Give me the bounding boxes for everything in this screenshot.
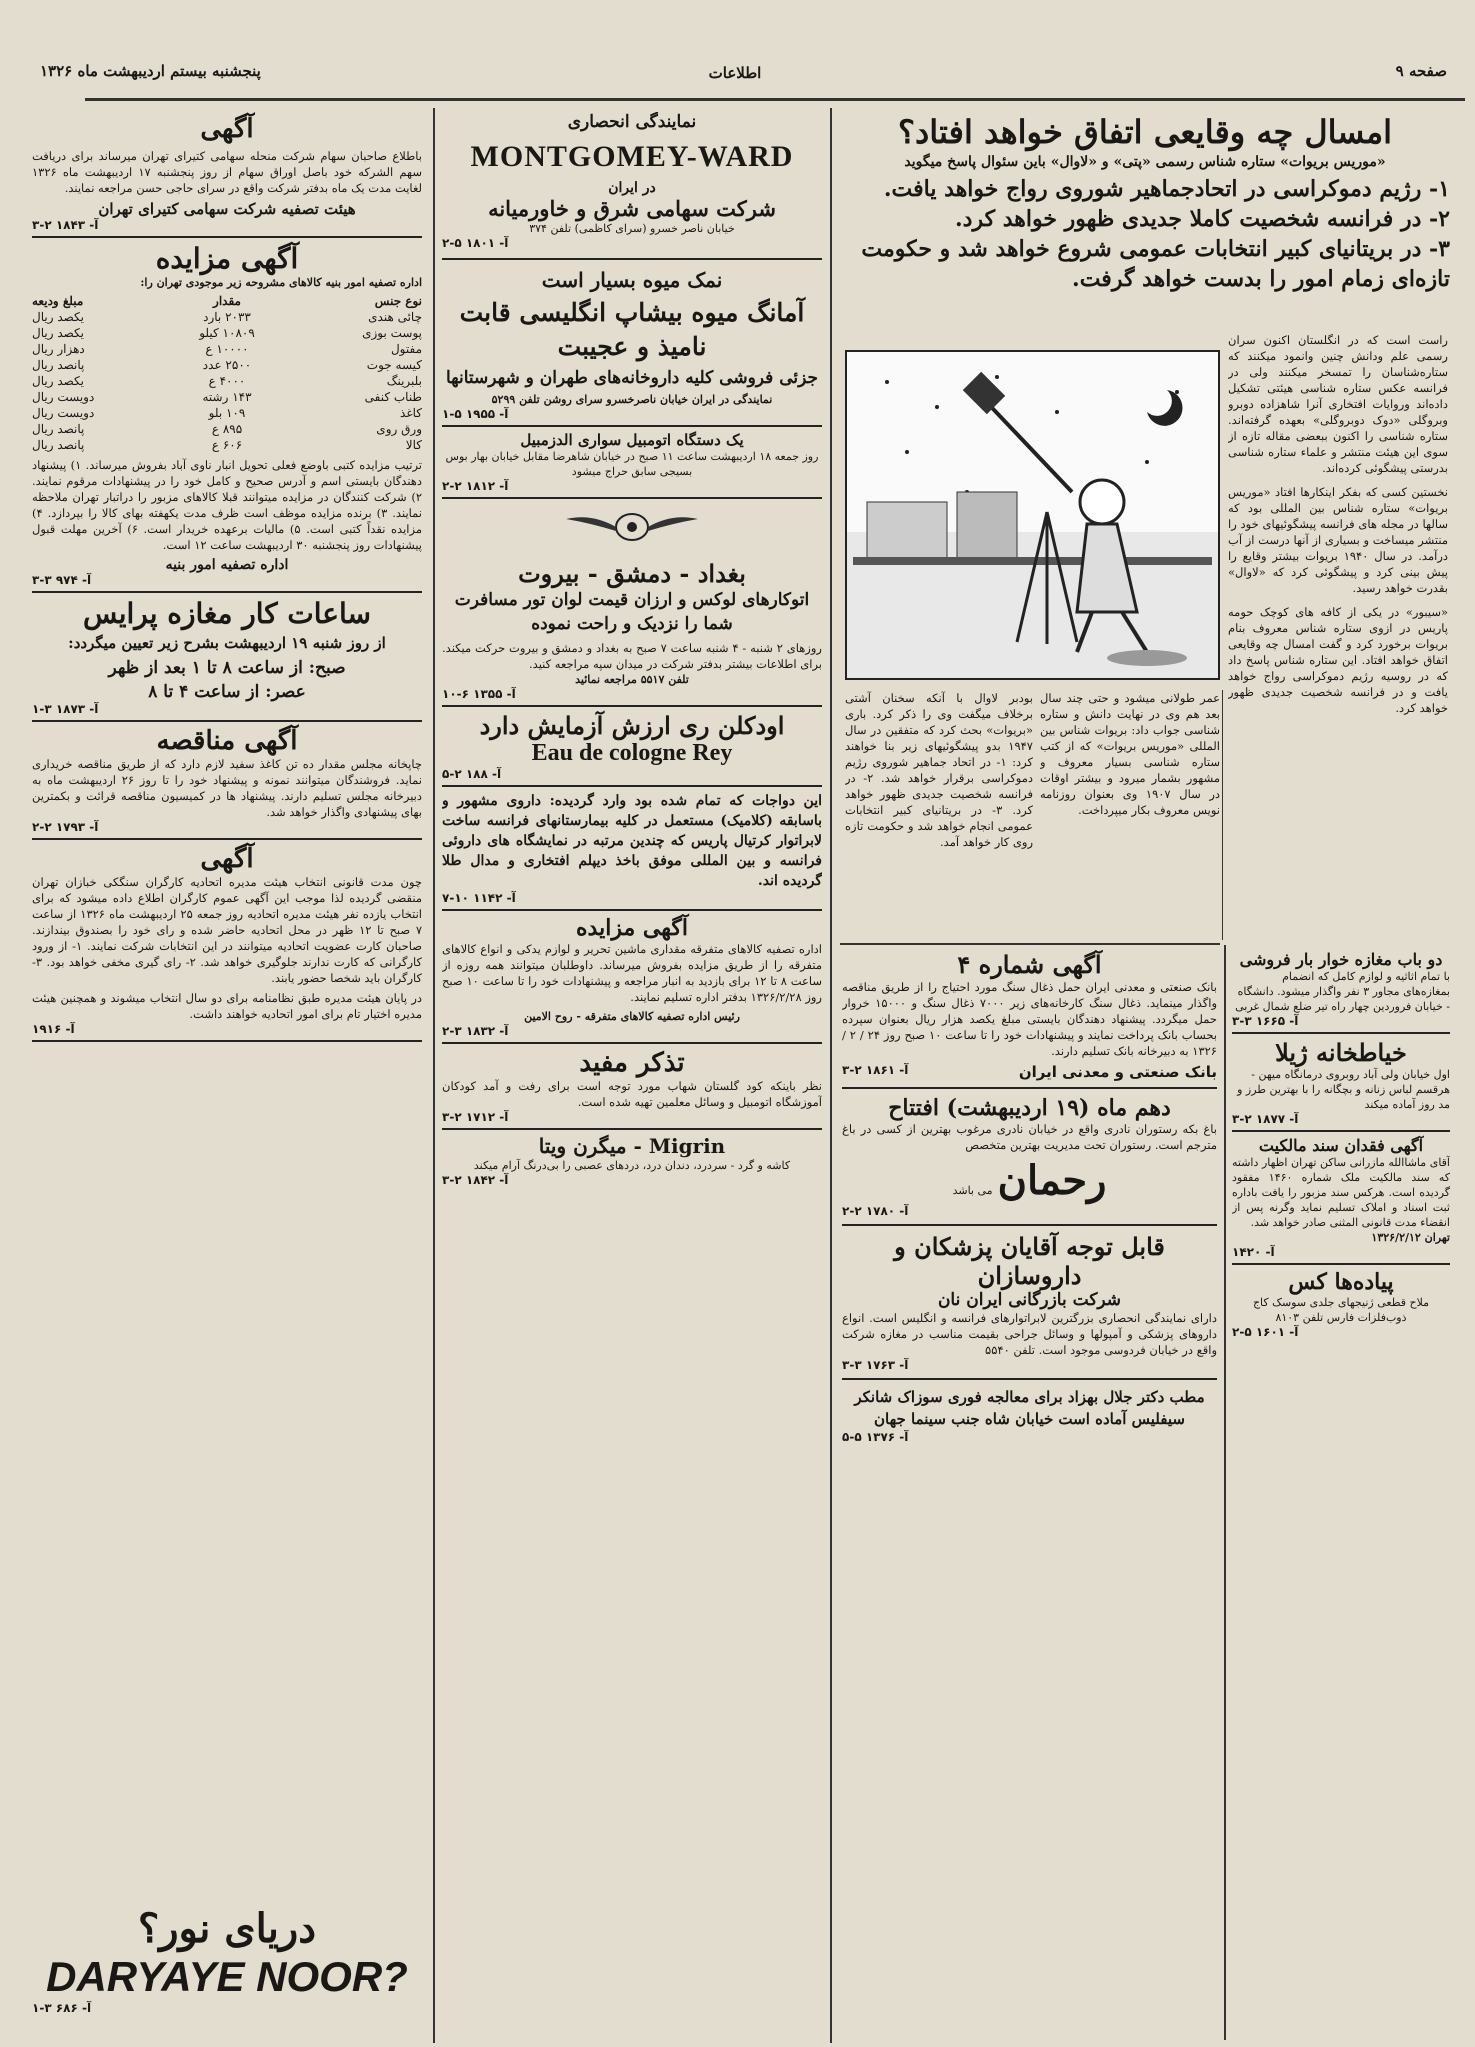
restaurant-title: دهم ماه (۱۹ اردیبهشت) افتتاح	[888, 1095, 1171, 1121]
auction-row-item: کاغذ	[400, 406, 422, 420]
auction-col-qty: مقدار	[213, 294, 241, 308]
cologne-code: آ- ۱۸۸ ۲-۵	[442, 767, 502, 781]
auction-row-deposit: یکصد ریال	[32, 374, 84, 388]
coal-tender-sign: بانک صنعتی و معدنی ایران	[1018, 1063, 1217, 1081]
grocery-shop-code: آ- ۱۶۶۵ ۳-۳	[1232, 1014, 1299, 1028]
auction-row-item: بلبرینگ	[386, 374, 422, 388]
pest-ad-title: پیاده‌ها کس	[1288, 1269, 1394, 1295]
pharmacy-ad: این دواجات که تمام شده بود وارد گردیده: داروی مشهور و باسابقه (کلامیک) مستعمل در کلیه بیمارستانهای فرانسه ساخت لابراتوار کرتیال پاریس که چندین مرتبه در نمایشگاه های داروئی فرانسه و بین المللی موفق باخذ دیپلم افتخاری و مدال طلا گردیده اند.	[442, 793, 822, 889]
auction-row-item: پوست بوزی	[362, 326, 422, 340]
auction-row-qty: ۱۰۹ بلو	[208, 406, 246, 420]
pest-ad-body: ملاح قطعی ژنیجهای جلدی سوسک کاج ذوب‌فلزات فارس تلفن ۸۱۰۳	[1252, 1296, 1430, 1324]
auction-row-qty: ۱۰۰۰۰ ع	[205, 342, 249, 356]
restaurant-chef-name: رحمان	[997, 1157, 1107, 1204]
auction-row	[32, 357, 422, 373]
auction-row-deposit: دویست ریال	[32, 390, 95, 404]
auction-row	[32, 325, 422, 341]
migrin-title: Migrin - میگرن ویتا	[538, 1134, 726, 1158]
auction-table-header	[32, 293, 422, 309]
auction-row-qty: ۱۰۸۰۹ کیلو	[199, 326, 255, 340]
auction-row	[32, 389, 422, 405]
auction-row	[32, 421, 422, 437]
fruit-salt-sub: جزئی فروشی کلیه داروخانه‌های طهران و شهرستانها	[445, 368, 819, 388]
hours-morning: صبح: از ساعت ۸ تا ۱ بعد از ظهر	[108, 658, 346, 678]
page-number: صفحه ۹	[1395, 62, 1447, 80]
fruit-salt-head: نمک میوه بسیار است	[541, 268, 723, 292]
auction-row-deposit: یکصد ریال	[32, 326, 84, 340]
union-notice-code: آ- ۱۹۱۶	[32, 1022, 75, 1036]
union-notice-tail: در پایان هیئت مدیره طبق نظامنامه برای دو سال انتخاب میشوند و همچنین هیئت مدیره اختیار تام برای امور اتحادیه خواهند داشت.	[32, 991, 422, 1021]
hours-code: آ- ۱۸۷۳ ۳-۱	[32, 702, 99, 716]
tender-code: آ- ۱۷۹۳ ۲-۲	[32, 820, 99, 834]
auction-col-item: نوع جنس	[374, 294, 422, 308]
tailor-code: آ- ۱۸۷۷ ۲-۳	[1232, 1112, 1299, 1126]
auction-table	[32, 309, 422, 453]
auction-row-deposit: دویست ریال	[32, 406, 95, 420]
grocery-shop-title: دو باب مغازه خوار بار فروشی	[1239, 950, 1443, 969]
union-notice-title: آگهی	[200, 844, 254, 874]
telescope-cartoon-icon	[847, 352, 1218, 678]
machine-auction-sign: رئیس اداره تصفیه کالاهای متفرقه - روح الامین	[524, 1010, 740, 1023]
article-col-3: بودبر لاوال با آنکه سخنان آشتی برخلاف میگفت وی را ذکر کرد. باری «بریوات» بحث کرد که متفقین در سال ۱۹۴۷ بدو پیشگوئیهای زیر بنا خواهند کرد: ۱- در اتحاد جماهیر شوروی رژیم دموکراسی برقرار خواهد شد. ۲- در فرانسه شخصیت جدیدی ظهور خواهد کرد. ۳- در بریتانیای کبیر انتخابات عمومی انجام خواهد شد و حکومت تازه روی کار خواهد آمد.	[845, 691, 1033, 849]
bus-sub: اتوکارهای لوکس و ارزان قیمت لوان تور مسافرت شما را نزدیک و راحت نموده	[454, 590, 810, 634]
share-notice-title: آگهی	[200, 114, 254, 144]
auction-row-deposit: پانصد ریال	[32, 422, 85, 436]
daryaye-noor-code: آ- ۶۸۶ ۳-۱	[32, 2001, 92, 2015]
coal-tender-footer	[842, 1063, 1217, 1081]
tender-body: چاپخانه مجلس مقدار ده تن کاغذ سفید لازم دارد که از طریق مناقصه خریداری نماید. فروشندگان میتوانند نمونه و پیشنهاد خود را تا روز ۲۶ اردیبهشت ماه به دبیرخانه مجلس تسلیم دارند. پیشنهاد ها در کمیسیون مناقصه قرائت و بکمترین بهای پیشنهادی واگذار خواهد شد.	[32, 757, 422, 819]
astrology-point-2: ۲- در فرانسه شخصیت کاملا جدیدی ظهور خواهد کرد.	[955, 206, 1450, 232]
lost-deed-date: تهران ۱۳۲۶/۲/۱۲	[1371, 1231, 1450, 1244]
astrology-headline: امسال چه وقایعی اتفاق خواهد افتاد؟	[898, 113, 1392, 151]
share-notice-sign: هیئت تصفیه شرکت سهامی کتیرای تهران	[98, 200, 356, 218]
useful-note-code: آ- ۱۷۱۲ ۲-۳	[442, 1110, 509, 1124]
fruit-salt-address: نمایندگی در ایران خیابان ناصرخسرو سرای روشن تلفن ۵۲۹۹	[491, 393, 773, 406]
bus-title: بغداد - دمشق - بیروت	[518, 559, 746, 588]
migrin-code: آ- ۱۸۴۲ ۲-۳	[442, 1173, 509, 1187]
auction-row-item: چائی هندی	[368, 310, 422, 324]
column-divider-center	[830, 108, 832, 2043]
auction-row	[32, 341, 422, 357]
auction-row-qty: ۱۴۳ رشته	[202, 390, 252, 404]
doctors-ad-code: آ- ۱۷۶۳ ۳-۳	[842, 1358, 909, 1372]
auction-row-deposit: پانصد ریال	[32, 438, 85, 452]
coal-tender-code: آ- ۱۸۶۱ ۲-۳	[842, 1063, 909, 1077]
auction-row	[32, 309, 422, 325]
mw-brand: MONTGOMEY-WARD	[470, 140, 794, 173]
article-side-text: راست است که در انگلستان اکنون سران رسمی علم ودانش چنین وانمود میکنند که ستاره‌شناسان را تمسخر میکنند ولی در فرانسه عکس ستاره شناسی هیئتی تشکیل داده‌اند وروایات افتخاری آنرا شاهزاده دوبرو وبروگلی «دوک دوبروگلی» بعهده گرفته‌اند. ستاره شناسی را اکنون ببعضی مقاله تازه از سوی این هیئت منتشر و علماء ستاره شناسی بدرستی پیشگوئی کرده‌اند.	[1228, 333, 1448, 475]
astrology-point-3: ۳- در بریتانیای کبیر انتخابات عمومی شروع خواهد شد و حکومت تازه‌ای زمام امور را بدست خواهد گرفت.	[861, 236, 1450, 292]
newspaper-name: اطلاعات	[708, 64, 762, 82]
daryaye-noor-en: DARYAYE NOOR?	[46, 1953, 408, 2000]
header-rule	[85, 98, 1465, 101]
daryaye-noor-ad	[32, 1905, 422, 2040]
article-side-col	[1228, 332, 1448, 942]
small-right-column	[1232, 950, 1450, 2040]
lost-deed-code: آ- ۱۴۲۰	[1232, 1245, 1275, 1259]
share-notice-body: باطلاع صاحبان سهام شرکت منحله سهامی کتیرای تهران میرساند برای دریافت سهم الشرکه خود باصل اوراق سهام از روز پنجشنبه ۱۷ اردیبهشت ماه ۱۳۲۶ لغایت مدت یک ماه بدفتر شرکت واقع در سرای حاجی حسن مراجعه نمایند.	[32, 149, 422, 195]
auction-row-item: طناب کنفی	[364, 390, 422, 404]
coal-tender-title: آگهی شماره ۴	[957, 950, 1102, 979]
bus-code: آ- ۱۳۵۵ ۶-۱۰	[442, 687, 516, 701]
pest-ad-code: آ- ۱۶۰۱ ۵-۲	[1232, 1325, 1299, 1339]
auction-row-qty: ۸۹۵ ع	[211, 422, 243, 436]
daryaye-noor-fa: دریای نور؟	[137, 1905, 317, 1952]
restaurant-name-row	[842, 1157, 1217, 1204]
migrin-body: کاشه و گرد - سردرد، دندان درد، دردهای عصبی را بی‌درنگ آرام میکند	[473, 1159, 791, 1172]
restaurant-code: آ- ۱۷۸۰ ۲-۲	[842, 1204, 909, 1218]
union-notice-body: چون مدت قانونی انتخاب هیئت مدیره اتحادیه کارگران سنگکی خبازان تهران منقضی گردیده لذا موجب این آگهی عموم کارگران اطلاع داده میشود که برای انتخاب یازده نفر هیئت مدیره اتحادیه روز جمعه ۲۵ اردیبهشت ماه ۱۳۲۶ از ساعت ۷ صبح تا ۱۲ ظهر در محل اتحادیه حاضر شده و رای خود را بصندوق بیندازند. صاحبان کارت عضویت اتحادیه میتوانند در این انتخابات شرکت نمایند. ۱- از ورود کارگرانی که کارت ندارند جلوگیری خواهد شد. ۲- رای گیری مخفی خواهد بود. ۳- کارگران باید شخصا حضور یابند.	[32, 875, 422, 985]
restaurant-tail: می باشد	[952, 1184, 993, 1197]
auction-row-item: ورق روی	[376, 422, 422, 436]
hours-evening: عصر: از ساعت ۴ تا ۸	[148, 682, 306, 702]
auction-row	[32, 373, 422, 389]
auction-row-item: کیسه جوت	[366, 358, 422, 372]
right-ads-column	[842, 950, 1217, 2040]
auction-row-qty: ۶۰۶ ع	[211, 438, 243, 452]
right-inner-divider	[1224, 945, 1226, 2040]
mw-address: خیابان ناصر خسرو (سرای کاظمی) تلفن ۳۷۴	[529, 222, 735, 235]
restaurant-body: باغ بکه رستوران نادری واقع در خیابان نادری مرغوب بهترین از کسی در باغ مترجم است. رستوران تحت مدیریت بهترین متخصص	[842, 1122, 1217, 1152]
lost-deed-body: آقای ماشاالله مازرانی ساکن تهران اظهار داشته که سند مالکیت ملک شماره ۱۴۶۰ مفقود گردیده است. هرکس سند مزبور را یافت باداره ثبت اسناد و املاک تسلیم نماید وگرنه پس از انقضاء مدت قانونی المثنی صادر خواهد شد.	[1232, 1156, 1450, 1229]
article-mid-text: نخستین کسی که بفکر اینکارها افتاد «موریس بریوات» ستاره شناس بین المللی بود که سالها در مجله های فرانسه پیشگوئیهای خود را منتشر میساخت و بسیاری از آنها درست از آب درآمد. در سال ۱۹۴۰ بریوات بیشتر وقایع را پیش بینی کرد و پیشگوئی کرد که «لاوال» بقدرت خواهد رسید.	[1228, 485, 1448, 595]
astrology-headline-block	[840, 112, 1450, 342]
share-notice-code: آ- ۱۸۴۳ ۲-۳	[32, 218, 99, 232]
car-sale-title: یک دستگاه اتومبیل سواری الدزمبیل	[520, 431, 744, 449]
doctors-ad-body: دارای نمایندگی انحصاری بزرگترین لابراتوارهای فرانسه و انگلیس است. انواع داروهای پزشکی و آمپولها و وسائل جراحی بقیمت مناسب در مغازه شرکت واقع در خیابان فردوسی موجود است. تلفن ۵۵۴۰	[842, 1311, 1217, 1357]
wing-emblem	[442, 505, 822, 553]
article-col-2: عمر طولانی میشود و حتی چند سال بعد هم وی در نهایت دانش و ستاره شناسی جواب داد: بریوات شناس بین المللی «موریس بریوات» که از کتب ستاره شناسی بسیار معروف و مشهور بشمار میرود و بیشتر اوقات در سال ۱۹۰۷ وی بعنوان روزنامه نویس معروف بکار میپرداخت.	[1040, 691, 1220, 817]
column-divider-left	[433, 108, 435, 2043]
clinic-ad: مطب دکتر جلال بهزاد برای معالجه فوری سوزاک شانکر سیفلیس آماده است خیابان شاه جنب سینما جهان	[854, 1388, 1205, 1428]
pharmacy-code: آ- ۱۱۴۲ ۱۰-۷	[442, 891, 516, 905]
machine-auction-code: آ- ۱۸۳۲ ۳-۲	[442, 1024, 509, 1038]
hours-title: ساعات کار مغازه پرایس	[83, 597, 371, 630]
auction-row-qty: ۴۰۰۰ ع	[208, 374, 246, 388]
auction-row-item: کالا	[405, 438, 422, 452]
fruit-salt-title: آمانگ میوه بیشاپ انگلیسی قابت نامیذ و عجیبت	[459, 298, 805, 361]
article-inner-divider	[1222, 690, 1223, 940]
car-sale-body: روز جمعه ۱۸ اردیبهشت ساعت ۱۱ صبح در خیابان شاهرضا مقابل خیابان بهار بوس بسیجی سابق حراج میشود	[445, 450, 819, 478]
article-bottom-text: «سیبور» در یکی از کافه های کوچک حومه پاریس در ازوی ستاره شناس معروف بنام بریوات برخورد کرد و گفت امسال چه وقایعی اتفاق خواهد افتاد. این ستاره شناس پاسخ داد که در روسیه رژیم دموکراسی رواج خواهد یافت و در فرانسه شخصیت جدیدی ظهور خواهد کرد.	[1228, 605, 1448, 715]
auction-intro: اداره تصفیه امور بنیه کالاهای مشروحه زیر موجودی تهران را:	[140, 276, 422, 289]
auction-row-deposit: یکصد ریال	[32, 310, 84, 324]
hours-intro: از روز شنبه ۱۹ اردیبهشت بشرح زیر تعیین میگردد:	[68, 634, 386, 652]
astrology-point-1: ۱- رژیم دموکراسی در اتحادجماهیر شوروی رواج خواهد یافت.	[883, 176, 1450, 202]
auction-row-item: مفتول	[390, 342, 422, 356]
tailor-body: اول خیابان ولی آباد روبروی درمانگاه میهن - هرقسم لباس زنانه و بچگانه را با بهترین طرز و مد روز آماده میکند	[1237, 1068, 1450, 1111]
bus-body: روزهای ۲ شنبه - ۴ شنبه ساعت ۷ صبح به بغداد و دمشق و بیروت حرکت میکند. برای اطلاعات بیشتر بدفتر شرکت در میدان سپه مراجعه کنید.	[442, 641, 822, 671]
mw-code: آ- ۱۸۰۱ ۵-۲	[442, 236, 509, 250]
auction-code: آ- ۹۷۴ ۳-۳	[32, 573, 92, 587]
doctors-ad-title: قابل توجه آقایان پزشکان و داروسازان	[894, 1232, 1165, 1290]
useful-note-title: تذکر مفید	[579, 1048, 685, 1078]
useful-note-body: نظر باینکه کود گلستان شهاب مورد توجه است برای رفت و آمد کودکان آموزشگاه اتومبیل و وسائل معلمین تهیه شده است.	[442, 1079, 822, 1109]
left-column	[32, 112, 422, 2037]
machine-auction-body: اداره تصفیه کالاهای متفرقه مقداری ماشین تحریر و لوازم یدکی و انواع کالاهای متفرقه را از طریق مزایده بفروش میرساند. داوطلبان میتوانند همه روزه از ساعت ۸ تا ۱۲ برای بازدید به انبار مراجعه و پیشنهادات خود را تا ساعت ۱۰ صبح روز ۱۳۲۶/۲/۲۸ بدفتر اداره تسلیم نمایند.	[442, 942, 822, 1004]
astrology-lead: «موریس بریوات» ستاره شناس رسمی «پتی» و «لاوال» باین سئوال پاسخ میگوید	[904, 154, 1386, 170]
machine-auction-title: آگهی مزایده	[576, 915, 688, 941]
auction-col-deposit: مبلغ ودیعه	[32, 294, 84, 308]
bus-tel: تلفن ۵۵۱۷ مراجعه نمائید	[575, 673, 689, 686]
grocery-shop-body: با تمام اثاثیه و لوازم کامل که انضمام بمغازه‌های مجاور ۳ نفر واگذار میشود. دانشگاه - خیابان فروردین چهار راه تیر ضلع شمال غربی	[1235, 970, 1450, 1013]
coal-tender-body: بانک صنعتی و معدنی ایران حمل ذغال سنگ مورد احتیاج را از طریق مناقصه واگذار مینماید. ذغال سنگ کارخانه‌های زیر ۷۰۰۰ ذغال سنگ و ۱۵۰۰۰ خروار حمل میگردد. پیشنهاد دهندگان بایستی مبلغ یکصد هزار ریال بعنوان سپرده بحساب بانک پرداخت نمایند و پیشنهادات خود را تا ساعت ۱۰ صبح روز ۲۴ / ۲ / ۱۳۲۶ به دبیرخانه بانک تسلیم دارند.	[842, 980, 1217, 1058]
issue-date: پنجشنبه بیستم اردیبهشت ماه ۱۳۲۶	[40, 62, 261, 80]
auction-row	[32, 437, 422, 453]
cologne-title: اودکلن ری ارزش آزمایش دارد	[479, 711, 785, 740]
doctors-ad-sub: شرکت بازرگانی ایران نان	[937, 1290, 1122, 1310]
tailor-title: خیاطخانه ژیلا	[1275, 1038, 1407, 1067]
auction-body: ترتیب مزایده کتبی باوضع فعلی تحویل انبار ناوی آباد بفروش میرساند. ۱) پیشنهاد دهندگان بایستی اسم و آدرس صحیح و کامل خود را در پیشنهادات مرقوم نمایند. ۲) شرکت کنندگان در مزایده میتوانند قبلا کالاهای مزبور را دراتبار تهران ملاحظه نمایند. ۳) برنده مزایده موظف است ظرف مدت یکهفته بهای کالا را بپردازد. ۴) مزایده نقداً کتبی است. ۵) مالیات برعهده خریدار است. ۶) آخرین مهلت قبول پیشنهادات روز پنجشنبه ۳۰ اردیبهشت ساعت ۱۲ است.	[32, 458, 422, 552]
auction-sign: اداره تصفیه امور بنیه	[165, 557, 289, 573]
tender-title: آگهی مناقصه	[156, 726, 298, 756]
wing-logo-icon	[562, 505, 702, 549]
auction-row-qty: ۲۰۳۳ بارد	[203, 310, 251, 324]
mw-company: شرکت سهامی شرق و خاورمیانه	[488, 196, 776, 221]
article-end-rule	[840, 943, 1220, 945]
lost-deed-title: آگهی فقدان سند مالکیت	[1258, 1136, 1424, 1155]
car-sale-code: آ- ۱۸۱۲ ۲-۲	[442, 479, 509, 493]
auction-row-qty: ۲۵۰۰ عدد	[202, 358, 252, 372]
mw-in: در ایران	[608, 180, 656, 196]
cologne-latin: Eau de cologne Rey	[531, 740, 733, 766]
auction-row	[32, 405, 422, 421]
auction-row-deposit: دهزار ریال	[32, 342, 85, 356]
mw-top: نمایندگی انحصاری	[567, 112, 697, 132]
auction-row-deposit: پانصد ریال	[32, 358, 85, 372]
center-column	[442, 112, 822, 2037]
astronomer-illustration	[845, 350, 1220, 680]
clinic-code: آ- ۱۳۷۶ ۵-۵	[842, 1430, 909, 1444]
fruit-salt-code: آ- ۱۹۵۵ ۵-۱	[442, 407, 509, 421]
auction-title: آگهی مزایده	[155, 242, 299, 275]
